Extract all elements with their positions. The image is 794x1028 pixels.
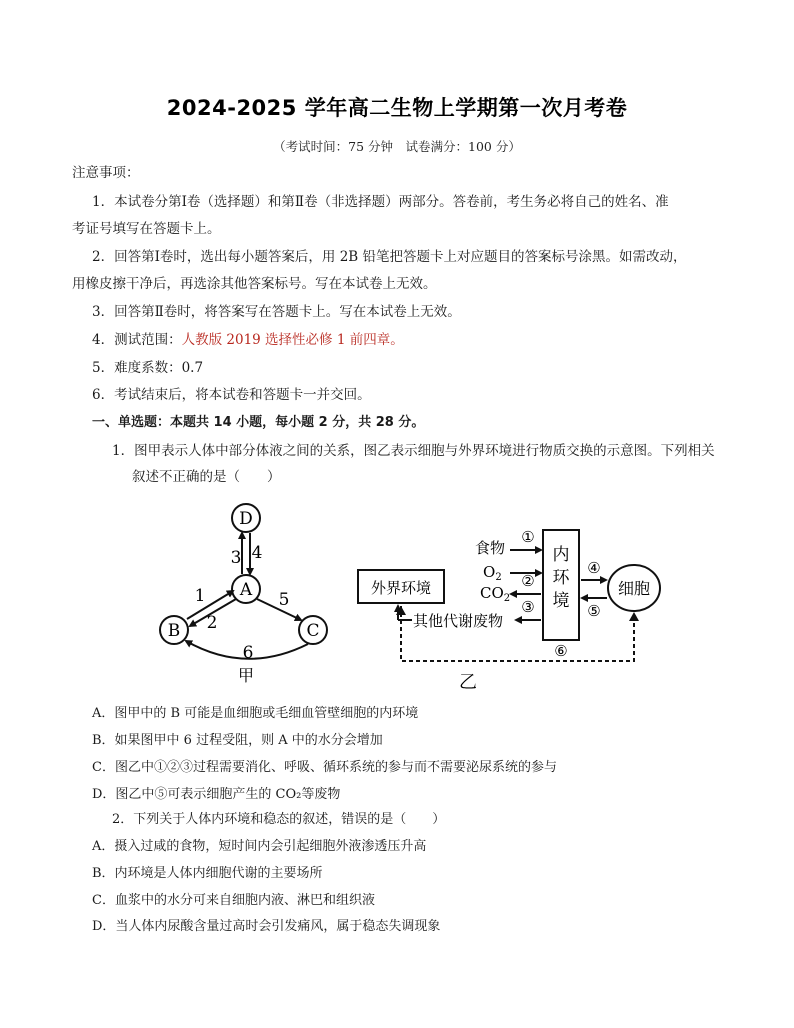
q1-option-a: A．图甲中的 B 可能是血细胞或毛细血管壁细胞的内环境 [92,706,419,721]
figure-jia-caption: 甲 [237,666,255,685]
circled-6: ⑥ [554,642,568,660]
section-heading: 一、单选题：本题共 14 小题，每小题 2 分，共 28 分。 [92,415,425,430]
note-6: 6．考试结束后，将本试卷和答题卡一并交回。 [92,387,371,403]
node-a-label: A [239,580,253,600]
q2-option-c: C．血浆中的水分可来自细胞内液、淋巴和组织液 [92,893,375,908]
node-c-label: C [306,621,320,641]
note-4-prefix: 4．测试范围： [92,332,182,348]
figure-jia [150,495,340,690]
label-5: 5 [278,590,290,610]
o2-label: $O_2$ [483,563,502,583]
figure-yi [350,520,670,695]
note-1-line-2: 考证号填写在答题卡上。 [72,221,221,237]
notice-heading: 注意事项： [72,165,140,181]
circled-5: ⑤ [587,602,601,620]
outside-environment-label: 外界环境 [370,579,432,597]
q1-stem-line-1: 1．图甲表示人体中部分体液之间的关系，图乙表示细胞与外界环境进行物质交换的示意图。下列相关 [112,443,715,459]
q2-stem: 2．下列关于人体内环境和稳态的叙述，错误的是（ ） [112,812,446,827]
note-5: 5．难度系数：0.7 [92,360,204,376]
internal-environment-char-3: 境 [552,591,570,611]
food-label: 食物 [475,539,506,557]
label-2: 2 [206,613,218,633]
label-3: 3 [230,548,242,568]
figure-yi-caption: 乙 [459,672,477,693]
q1-option-d: D．图乙中⑤可表示细胞产生的 CO₂等废物 [92,787,341,802]
note-4 [92,330,404,350]
label-4: 4 [251,543,263,563]
exam-subtitle: （考试时间：75 分钟 试卷满分：100 分） [273,139,521,154]
note-4-scope: 人教版 2019 选择性必修 1 前四章。 [181,332,404,348]
cell-label: 细胞 [617,579,651,598]
q2-option-a: A．摄入过咸的食物，短时间内会引起细胞外液渗透压升高 [92,839,427,854]
label-1: 1 [194,586,206,606]
waste-label: 其他代谢废物 [413,612,504,630]
q1-option-c: C．图乙中①②③过程需要消化、呼吸、循环系统的参与而不需要泌尿系统的参与 [92,760,557,775]
q1-stem-line-2: 叙述不正确的是（ ） [132,469,281,485]
note-3: 3．回答第Ⅱ卷时，将答案写在答题卡上。写在本试卷上无效。 [92,304,461,320]
q2-option-b: B．内环境是人体内细胞代谢的主要场所 [92,866,323,881]
internal-environment-char-1: 内 [552,545,570,565]
internal-environment-char-2: 环 [552,568,570,588]
circled-2: ② [521,572,535,590]
circled-4: ④ [587,559,601,577]
note-1-line-1: 1．本试卷分第Ⅰ卷（选择题）和第Ⅱ卷（非选择题）两部分。答卷前，考生务必将自己的姓名、准 [92,194,669,210]
node-b-label: B [167,621,181,641]
circled-3: ③ [521,598,535,616]
q2-option-d: D．当人体内尿酸含量过高时会引发痛风，属于稳态失调现象 [92,919,441,934]
node-d-label: D [239,509,253,529]
note-2-line-1: 2．回答第Ⅰ卷时，选出每小题答案后，用 2B 铅笔把答题卡上对应题目的答案标号涂黑。如需改动， [92,249,687,265]
co2-label: $CO_2$ [480,584,511,604]
circled-1: ① [521,528,535,546]
exam-title: 2024-2025 学年高二生物上学期第一次月考卷 [166,96,628,120]
label-6: 6 [242,643,254,663]
q1-option-b: B．如果图甲中 6 过程受阻，则 A 中的水分会增加 [92,733,383,748]
note-2-line-2: 用橡皮擦干净后，再选涂其他答案标号。写在本试卷上无效。 [72,276,437,292]
dashed-arrow-head-right [629,612,639,621]
